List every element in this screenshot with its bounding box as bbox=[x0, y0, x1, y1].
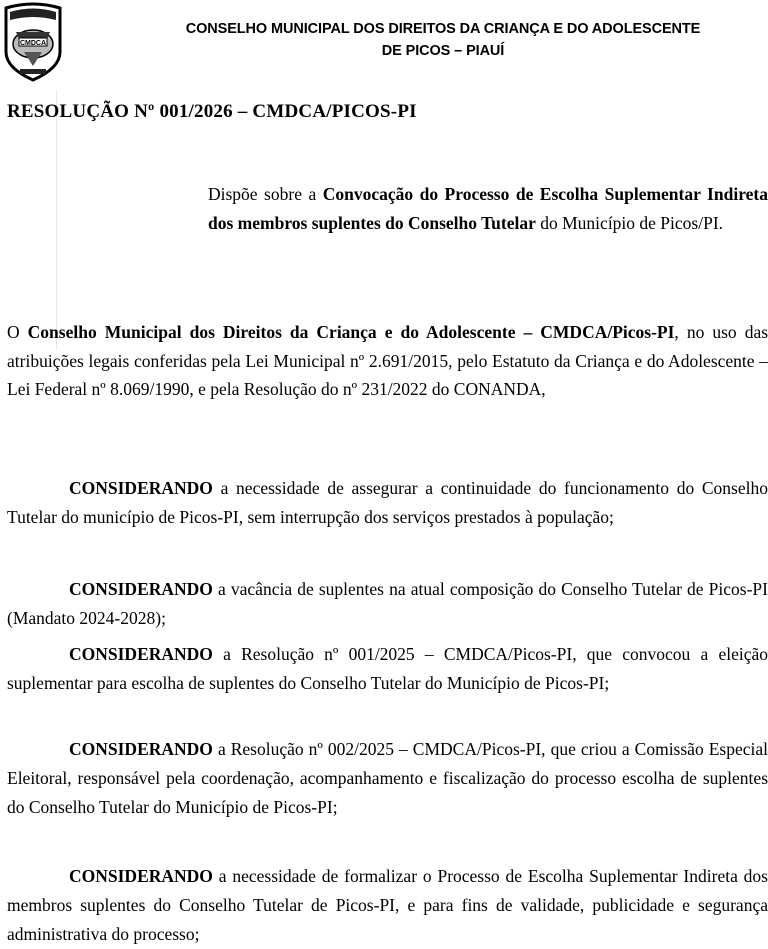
considerando-keyword: CONSIDERANDO bbox=[69, 866, 213, 886]
considerando-keyword: CONSIDERANDO bbox=[69, 579, 213, 599]
resolution-title: RESOLUÇÃO Nº 001/2026 – CMDCA/PICOS-PI bbox=[7, 101, 417, 122]
svg-text:CMDCA: CMDCA bbox=[19, 40, 47, 47]
ementa-prefix: Dispõe sobre a bbox=[208, 184, 323, 204]
considerando-paragraph bbox=[7, 575, 768, 633]
considerando-text: a necessidade de formalizar o Processo de Escolha Suplementar Indireta dos membros suplentes do Conselho Tutelar de Picos-PI, e para fins de validade, publicidade e segurança administrativa do processo; bbox=[7, 866, 768, 944]
considerando-paragraph bbox=[7, 862, 768, 949]
org-line-2: DE PICOS – PIAUÍ bbox=[381, 43, 505, 59]
ementa-suffix: do Município de Picos/PI. bbox=[535, 213, 724, 233]
considerando-keyword: CONSIDERANDO bbox=[69, 478, 213, 498]
preamble-paragraph bbox=[7, 318, 768, 404]
scan-artifact-line bbox=[56, 90, 57, 350]
preamble-bold: Conselho Municipal dos Direitos da Criança e do Adolescente – CMDCA/Picos-PI bbox=[27, 322, 675, 342]
cmdca-shield-logo-icon bbox=[2, 2, 64, 82]
org-line-1: CONSELHO MUNICIPAL DOS DIREITOS DA CRIANÇA E DO ADOLESCENTE bbox=[185, 21, 701, 37]
considerando-paragraph bbox=[7, 640, 768, 698]
preamble-prefix: O bbox=[7, 322, 28, 342]
organization-name bbox=[118, 18, 768, 62]
considerando-paragraph bbox=[7, 735, 768, 822]
considerando-text: a vacância de suplentes na atual composição do Conselho Tutelar de Picos-PI (Mandato 2024-2028); bbox=[7, 579, 768, 628]
ementa-bold: Convocação do Processo de Escolha Suplementar Indireta dos membros suplentes do Conselho Tutelar bbox=[208, 184, 768, 233]
considerando-keyword: CONSIDERANDO bbox=[69, 644, 213, 664]
considerando-text: a Resolução nº 001/2025 – CMDCA/Picos-PI, que convocou a eleição suplementar para escolha de suplentes do Conselho Tutelar do Município de Picos-PI; bbox=[7, 644, 768, 693]
ementa-paragraph bbox=[208, 180, 768, 238]
considerando-text: a Resolução nº 002/2025 – CMDCA/Picos-PI, que criou a Comissão Especial Eleitoral, responsável pela coordenação, acompanhamento e fiscalização do processo escolha de suplentes do Conselho Tutelar do Município de Picos-PI; bbox=[7, 739, 768, 817]
considerando-text: a necessidade de assegurar a continuidade do funcionamento do Conselho Tutelar do município de Picos-PI, sem interrupção dos serviços prestados à população; bbox=[7, 478, 768, 527]
considerando-paragraph bbox=[7, 474, 768, 532]
preamble-suffix: , no uso das atribuições legais conferidas pela Lei Municipal nº 2.691/2015, pelo Estatuto da Criança e do Adolescente – Lei Federal nº 8.069/1990, e pela Resolução do nº 231/2022 do CONANDA, bbox=[7, 322, 768, 399]
document-header bbox=[0, 0, 768, 85]
considerando-keyword: CONSIDERANDO bbox=[69, 739, 213, 759]
